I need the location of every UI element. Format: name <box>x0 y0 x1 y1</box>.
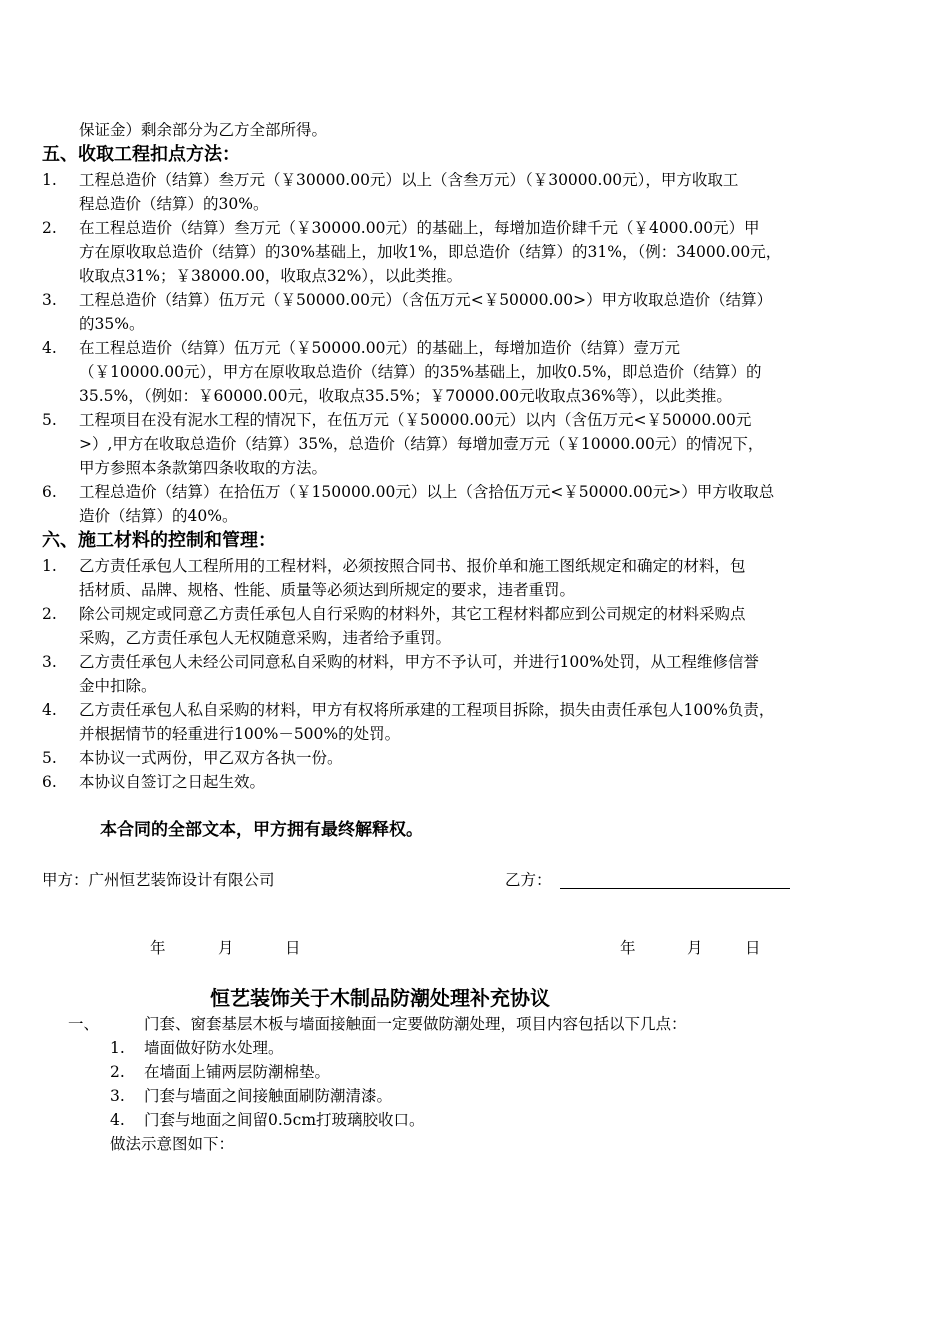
item-text-line: 乙方责任承包人未经公司同意私自采购的材料，甲方不予认可，并进行100%处罚，从工程维修信誉 <box>79 653 759 671</box>
item-text-line: 造价（结算）的40%。 <box>79 507 238 525</box>
party-b-date-day: 日 <box>745 939 761 957</box>
section5-list <box>0 168 950 528</box>
item-text-line: 程总造价（结算）的30%。 <box>79 195 269 213</box>
item-number: 3. <box>110 1087 125 1105</box>
item-number: 4. <box>42 339 57 357</box>
item-text-line: 乙方责任承包人工程所用的工程材料，必须按照合同书、报价单和施工图纸规定和确定的材料，包 <box>79 557 746 575</box>
list-item <box>0 746 950 770</box>
item-text-line: 采购，乙方责任承包人无权随意采购，违者给予重罚。 <box>79 629 452 647</box>
item-number: 4. <box>110 1111 125 1129</box>
item-text-line: 在工程总造价（结算）叁万元（￥30000.00元）的基础上，每增加造价肆千元（￥4000.00元）甲 <box>79 219 760 237</box>
party-b-signature-line <box>560 888 790 889</box>
signature-row <box>0 868 950 892</box>
party-b-date-year: 年 <box>620 939 636 957</box>
item-text-line: 并根据情节的轻重进行100%－500%的处罚。 <box>79 725 401 743</box>
party-a-date-month: 月 <box>218 939 234 957</box>
item-number: 1. <box>110 1039 125 1057</box>
list-item <box>0 1036 950 1060</box>
supplement-section-intro <box>0 1012 950 1036</box>
diagram-caption: 做法示意图如下： <box>110 1135 235 1153</box>
item-number: 2. <box>110 1063 125 1081</box>
list-item <box>0 480 950 528</box>
list-item <box>0 216 950 288</box>
section5-heading: 五、收取工程扣点方法： <box>42 144 240 165</box>
item-number: 6. <box>42 773 57 791</box>
item-text-line: 方在原收取总造价（结算）的30%基础上，加收1%，即总造价（结算）的31%，（例：34000.00元， <box>79 243 782 261</box>
item-number: 5. <box>42 411 57 429</box>
continuation-text: 保证金）剩余部分为乙方全部所得。 <box>79 121 328 139</box>
list-item <box>0 168 950 216</box>
party-a-date-day: 日 <box>285 939 301 957</box>
item-number: 6. <box>42 483 57 501</box>
party-a-date-year: 年 <box>150 939 166 957</box>
final-interpretation-notice: 本合同的全部文本，甲方拥有最终解释权。 <box>100 820 423 840</box>
party-b-date-month: 月 <box>687 939 703 957</box>
list-item <box>0 1060 950 1084</box>
supplement-section-number: 一、 <box>68 1015 100 1033</box>
item-number: 5. <box>42 749 57 767</box>
item-text: 在墙面上铺两层防潮棉垫。 <box>144 1063 331 1081</box>
item-text-line: 工程总造价（结算）在拾伍万（￥150000.00元）以上（含拾伍万元<￥50000.00元>）甲方收取总 <box>79 483 775 501</box>
supplement-list <box>0 1036 950 1132</box>
item-text: 门套与地面之间留0.5cm打玻璃胶收口。 <box>144 1111 425 1129</box>
list-item <box>0 1084 950 1108</box>
list-item <box>0 770 950 794</box>
list-item <box>0 554 950 602</box>
item-number: 4. <box>42 701 57 719</box>
item-number: 3. <box>42 653 57 671</box>
list-item <box>0 408 950 480</box>
party-b-label: 乙方： <box>505 871 552 889</box>
item-text-line: 金中扣除。 <box>79 677 157 695</box>
item-text-line: 在工程总造价（结算）伍万元（￥50000.00元）的基础上，每增加造价（结算）壹万元 <box>79 339 680 357</box>
item-number: 2. <box>42 605 57 623</box>
supplement-section-text: 门套、窗套基层木板与墙面接触面一定要做防潮处理，项目内容包括以下几点： <box>144 1015 687 1033</box>
item-text-line: 工程项目在没有泥水工程的情况下，在伍万元（￥50000.00元）以内（含伍万元<￥50000.00元 <box>79 411 752 429</box>
section6-heading: 六、施工材料的控制和管理： <box>42 530 276 551</box>
item-text-line: 的35%。 <box>79 315 145 333</box>
item-text-line: 除公司规定或同意乙方责任承包人自行采购的材料外，其它工程材料都应到公司规定的材料采购点 <box>79 605 746 623</box>
item-text: 门套与墙面之间接触面刷防潮清漆。 <box>144 1087 393 1105</box>
list-item <box>0 288 950 336</box>
item-text-line: 工程总造价（结算）伍万元（￥50000.00元）（含伍万元<￥50000.00>）甲方收取总造价（结算） <box>79 291 773 309</box>
item-text-line: 收取点31%；￥38000.00，收取点32%），以此类推。 <box>79 267 463 285</box>
section6-list <box>0 554 950 794</box>
item-text-line: 工程总造价（结算）叁万元（￥30000.00元）以上（含叁万元）（￥30000.00元），甲方收取工 <box>79 171 739 189</box>
item-text-line: >）,甲方在收取总造价（结算）35%，总造价（结算）每增加壹万元（￥10000.00元）的情况下， <box>79 435 764 453</box>
list-item <box>0 602 950 650</box>
list-item <box>0 650 950 698</box>
list-item <box>0 1108 950 1132</box>
party-a-signature: 甲方：广州恒艺装饰设计有限公司 <box>42 871 275 889</box>
item-number: 2. <box>42 219 57 237</box>
item-text-line: 本协议自签订之日起生效。 <box>79 773 266 791</box>
item-text: 墙面做好防水处理。 <box>144 1039 284 1057</box>
item-text-line: 本协议一式两份，甲乙双方各执一份。 <box>79 749 343 767</box>
item-text-line: 括材质、品牌、规格、性能、质量等必须达到所规定的要求，违者重罚。 <box>79 581 576 599</box>
supplement-title: 恒艺装饰关于木制品防潮处理补充协议 <box>210 986 550 1010</box>
item-text-line: 35.5%，（例如：￥60000.00元，收取点35.5%；￥70000.00元收取点36%等），以此类推。 <box>79 387 732 405</box>
list-item <box>0 336 950 408</box>
item-number: 3. <box>42 291 57 309</box>
document-page <box>0 118 950 1156</box>
item-number: 1. <box>42 171 57 189</box>
item-text-line: 甲方参照本条款第四条收取的方法。 <box>79 459 328 477</box>
item-number: 1. <box>42 557 57 575</box>
list-item <box>0 698 950 746</box>
item-text-line: （￥10000.00元），甲方在原收取总造价（结算）的35%基础上，加收0.5%，即总造价（结算）的 <box>79 363 762 381</box>
item-text-line: 乙方责任承包人私自采购的材料，甲方有权将所承建的工程项目拆除，损失由责任承包人100%负责， <box>79 701 775 719</box>
date-row <box>0 936 950 960</box>
